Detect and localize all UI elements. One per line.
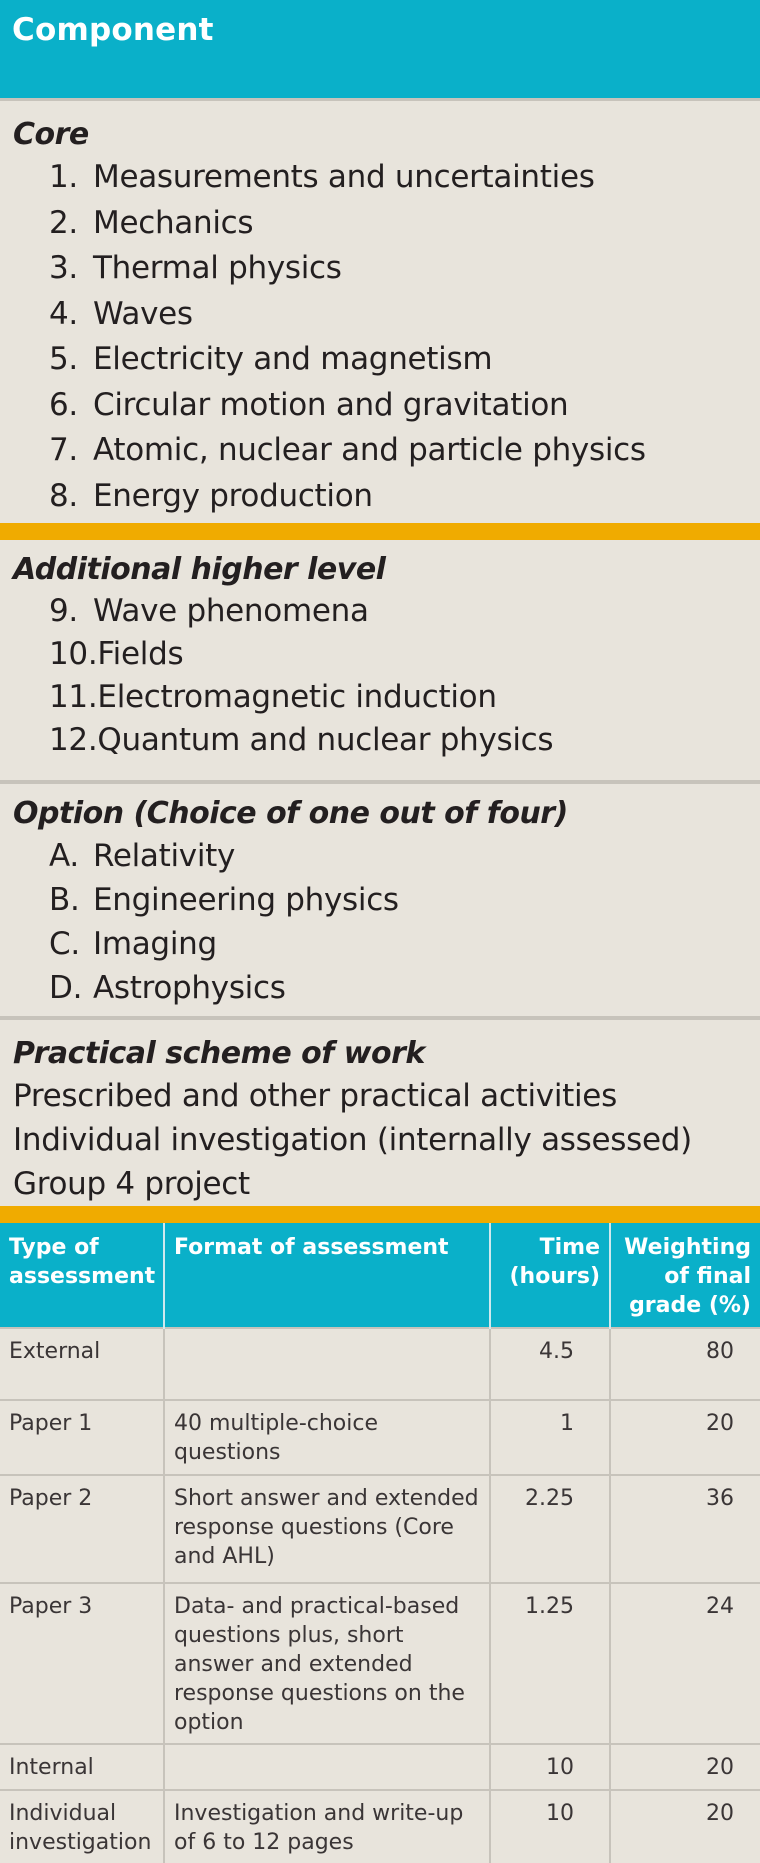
cell-format (164, 1328, 490, 1400)
cell-time: 1 (490, 1400, 610, 1475)
ahl-item: 11.Electromagnetic induction (49, 679, 497, 715)
cell-type: Internal (0, 1744, 164, 1790)
cell-type: Paper 3 (0, 1583, 164, 1744)
section-divider (0, 1206, 760, 1223)
option-item: A. Relativity (49, 838, 236, 874)
cell-weight: 20 (610, 1744, 760, 1790)
core-title: Core (13, 117, 89, 152)
table-row (0, 1790, 760, 1863)
cell-weight: 24 (610, 1583, 760, 1744)
option-item: D. Astrophysics (49, 970, 286, 1006)
cell-type: Individual investigation (0, 1790, 164, 1863)
cell-time: 1.25 (490, 1583, 610, 1744)
practical-title: Practical scheme of work (13, 1036, 425, 1071)
cell-time: 10 (490, 1744, 610, 1790)
option-item: B. Engineering physics (49, 882, 399, 918)
cell-format: Short answer and extended response questions (Core and AHL) (164, 1475, 490, 1583)
ahl-item: 9. Wave phenomena (49, 593, 369, 629)
cell-format: Investigation and write-up of 6 to 12 pages (164, 1790, 490, 1863)
cell-format: 40 multiple-choice questions (164, 1400, 490, 1475)
cell-format: Data- and practical-based questions plus, short answer and extended response questions on the option (164, 1583, 490, 1744)
option-item: C. Imaging (49, 926, 217, 962)
cell-time: 10 (490, 1790, 610, 1863)
core-item: 7. Atomic, nuclear and particle physics (49, 432, 646, 468)
core-item: 1. Measurements and uncertainties (49, 159, 595, 195)
table-row (0, 1583, 760, 1744)
table-row (0, 1400, 760, 1475)
cell-format (164, 1744, 490, 1790)
practical-item: Individual investigation (internally assessed) (13, 1122, 692, 1158)
header-format: Format of assessment (164, 1223, 490, 1328)
cell-weight: 20 (610, 1400, 760, 1475)
cell-weight: 36 (610, 1475, 760, 1583)
table-row (0, 1475, 760, 1583)
cell-time: 2.25 (490, 1475, 610, 1583)
core-item: 2. Mechanics (49, 204, 254, 241)
assessment-table (0, 1223, 760, 1863)
core-item: 3. Thermal physics (49, 250, 342, 286)
practical-section (0, 1020, 760, 1206)
ahl-title: Additional higher level (13, 552, 386, 587)
practical-item: Prescribed and other practical activities (13, 1078, 617, 1114)
table-row (0, 1744, 760, 1790)
core-item: 6. Circular motion and gravitation (49, 386, 569, 423)
cell-weight: 80 (610, 1328, 760, 1400)
header-weighting: Weighting of final grade (%) (610, 1223, 760, 1328)
cell-type: Paper 1 (0, 1400, 164, 1475)
cell-weight: 20 (610, 1790, 760, 1863)
core-item: 5. Electricity and magnetism (49, 341, 493, 377)
table-row (0, 1328, 760, 1400)
ahl-item: 12.Quantum and nuclear physics (49, 722, 554, 758)
ahl-section (0, 540, 760, 780)
cell-type: External (0, 1328, 164, 1400)
cell-time: 4.5 (490, 1328, 610, 1400)
option-section (0, 784, 760, 1016)
component-title: Component (12, 12, 214, 48)
core-item: 4. Waves (49, 295, 193, 332)
option-title: Option (Choice of one out of four) (13, 796, 568, 831)
table-header-row (0, 1223, 760, 1328)
header-type: Type of assessment (0, 1223, 164, 1328)
component-header (0, 0, 760, 101)
core-item: 8. Energy production (49, 477, 373, 514)
header-time: Time (hours) (490, 1223, 610, 1328)
cell-type: Paper 2 (0, 1475, 164, 1583)
ahl-item: 10.Fields (49, 636, 184, 672)
section-divider (0, 523, 760, 540)
practical-item: Group 4 project (13, 1166, 250, 1202)
core-section (0, 101, 760, 523)
